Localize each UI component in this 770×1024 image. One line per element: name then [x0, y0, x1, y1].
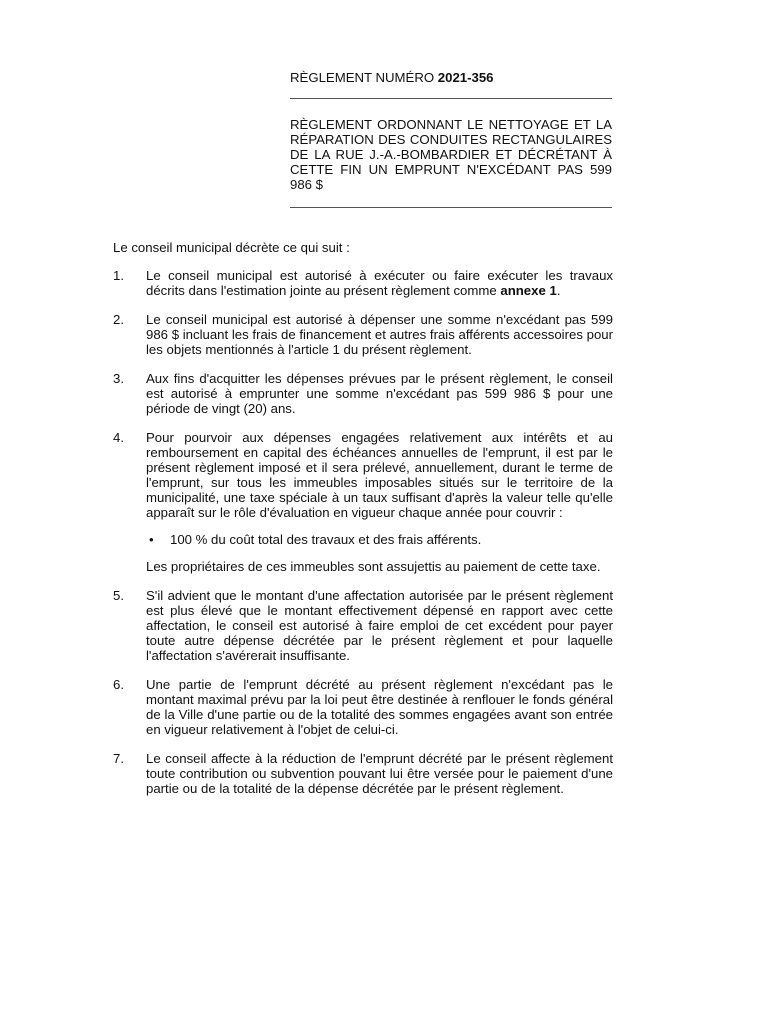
regulation-title: RÈGLEMENT ORDONNANT LE NETTOYAGE ET LA RÉPARATION DES CONDUITES RECTANGULAIRES DE LA RUE J.-A.-BOMBARDIER ET DÉCRÉTANT À CETTE FIN UN EMPRUNT N'EXCÉDANT PAS 599 986 $	[290, 117, 612, 192]
article-5	[113, 588, 613, 663]
bullet-text: 100 % du coût total des travaux et des frais afférents.	[170, 532, 482, 547]
article-number: 7.	[113, 751, 124, 766]
article-number: 4.	[113, 430, 124, 445]
header-rule-top	[290, 98, 612, 99]
article-text: Le conseil municipal est autorisé à dépenser une somme n'excédant pas 599 986 $ incluant les frais de financement et autres frais afférents accessoires pour les objets mentionnés à l'article 1 du présent règlement.	[146, 312, 613, 357]
intro-text: Le conseil municipal décrète ce qui suit :	[113, 240, 350, 255]
article-2	[113, 312, 613, 357]
article-text: Pour pourvoir aux dépenses engagées relativement aux intérêts et au remboursement en capital des échéances annuelles de l'emprunt, il est par le présent règlement imposé et il sera prélevé, annuellement, durant le terme de l'emprunt, sur tous les immeubles imposables situés sur le territoire de la municipalité, une taxe spéciale à un taux suffisant d'après la valeur telle qu'elle apparaît sur le rôle d'évaluation en vigueur chaque année pour couvrir :	[146, 430, 613, 520]
article-sub-paragraph: Les propriétaires de ces immeubles sont assujettis au paiement de cette taxe.	[146, 559, 601, 574]
article-text: S'il advient que le montant d'une affectation autorisée par le présent règlement est plus élevé que le montant effectivement dépensé en rapport avec cette affectation, le conseil est autorisé à faire emploi de cet excédent pour payer toute autre dépense décrétée par le présent règlement et pour laquelle l'affectation s'avérerait insuffisante.	[146, 588, 613, 663]
article-text: Aux fins d'acquitter les dépenses prévues par le présent règlement, le conseil est autorisé à emprunter une somme n'excédant pas 599 986 $ pour une période de vingt (20) ans.	[146, 371, 613, 416]
regulation-number-label: RÈGLEMENT NUMÉRO	[290, 70, 438, 85]
header-rule-bottom	[290, 207, 612, 208]
article-number: 3.	[113, 371, 124, 386]
article-number: 2.	[113, 312, 124, 327]
article-1	[113, 268, 613, 298]
article-text-part: .	[556, 283, 561, 298]
article-text-part: Le conseil municipal est autorisé à exécuter ou faire exécuter les travaux décrits dans l'estimation jointe au présent règlement comme	[146, 268, 613, 298]
articles-list	[113, 268, 613, 810]
document-header	[290, 70, 612, 208]
regulation-number-value: 2021-356	[437, 70, 494, 85]
annex-reference: annexe 1	[500, 283, 557, 298]
article-text: Une partie de l'emprunt décrété au présent règlement n'excédant pas le montant maximal prévu par la loi peut être destinée à renflouer le fonds général de la Ville d'une partie ou de la totalité des sommes engagées avant son entrée en vigueur relativement à l'objet de celui-ci.	[146, 677, 613, 737]
article-6	[113, 677, 613, 737]
article-number: 6.	[113, 677, 124, 692]
regulation-number	[290, 70, 612, 86]
bullet-icon: •	[149, 532, 154, 547]
article-number: 1.	[113, 268, 124, 283]
article-text	[146, 268, 613, 298]
article-4	[113, 430, 613, 574]
article-3	[113, 371, 613, 416]
article-text: Le conseil affecte à la réduction de l'emprunt décrété par le présent règlement toute contribution ou subvention pouvant lui être versée pour le paiement d'une partie ou de la totalité de la dépense décrétée par le présent règlement.	[146, 751, 613, 796]
article-number: 5.	[113, 588, 124, 603]
bullet-item	[146, 532, 613, 547]
article-7	[113, 751, 613, 796]
